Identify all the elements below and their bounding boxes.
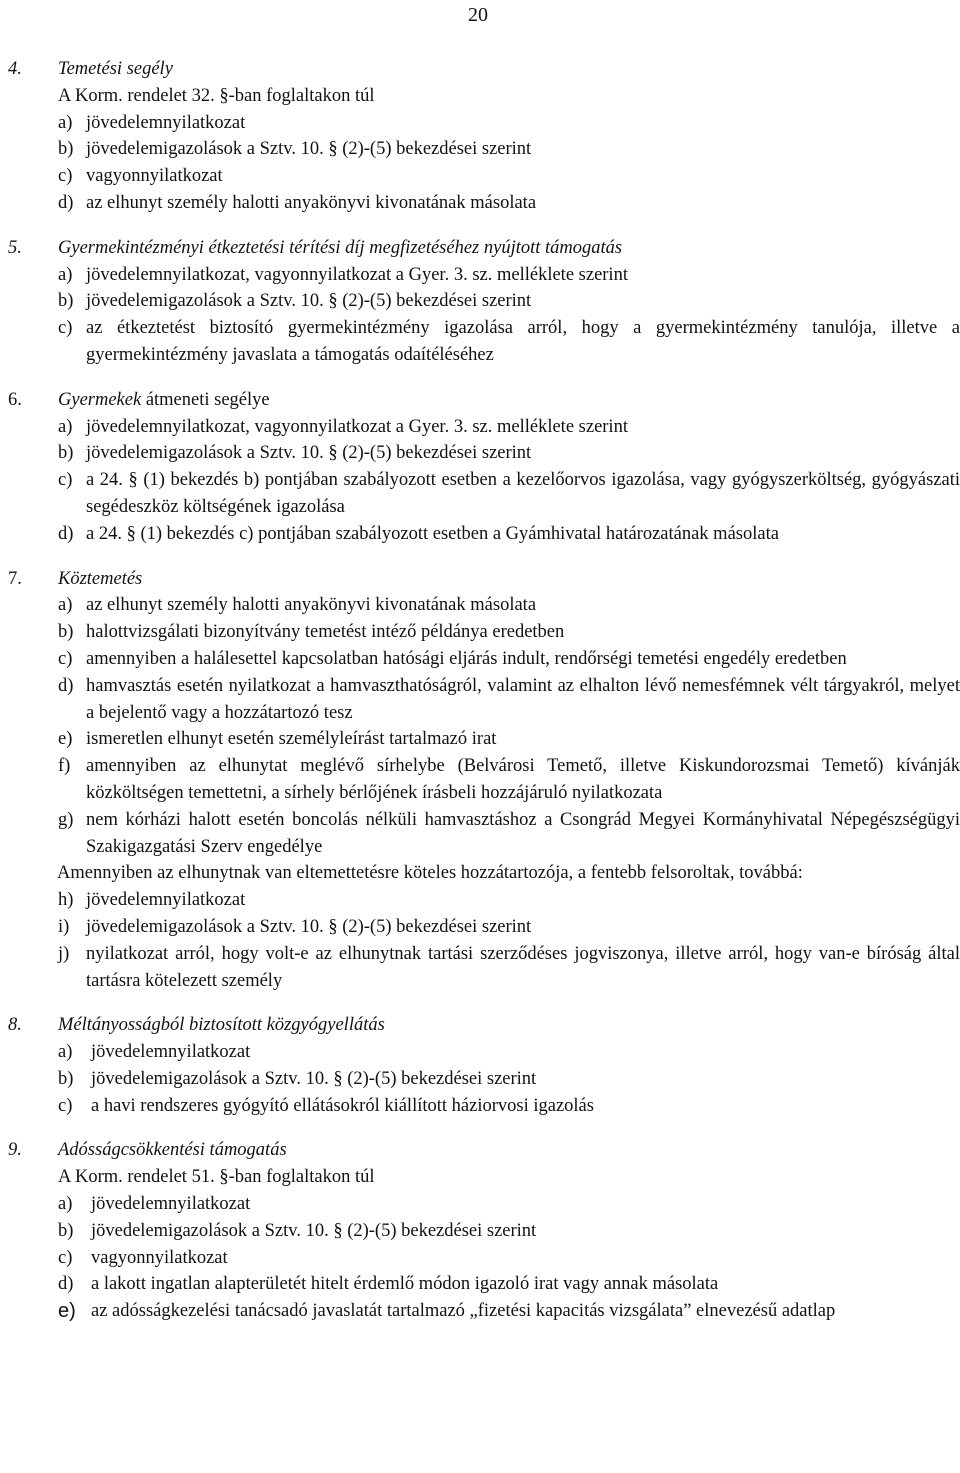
list-item	[0, 110, 960, 137]
section-title-rest: átmeneti segélye	[141, 389, 270, 410]
list-item	[0, 1298, 960, 1325]
item-text: hamvasztás esetén nyilatkozat a hamvaszthatóságról, valamint az elhalton lévő nemesfémnek vélt tárgyakról, melyet a bejelentő vagy a hozzátartozó tesz	[86, 675, 960, 723]
item-text: ismeretlen elhunyt esetén személyleírást tartalmazó irat	[86, 729, 497, 750]
item-label: c)	[58, 470, 73, 491]
item-text: nem kórházi halott esetén boncolás nélküli hamvasztáshoz a Csongrád Megyei Kormányhivatal Népegészségügyi Szakigazgatási Szerv engedélye	[86, 809, 960, 857]
list-item	[0, 1066, 960, 1093]
section-heading	[0, 235, 960, 262]
item-text: jövedelemnyilatkozat	[91, 1194, 251, 1215]
item-text: jövedelemigazolások a Sztv. 10. § (2)-(5) bekezdései szerint	[86, 139, 532, 160]
list-item	[0, 1245, 960, 1272]
list-item	[0, 753, 960, 807]
section-heading	[0, 56, 960, 83]
item-text: jövedelemnyilatkozat, vagyonnyilatkozat a Gyer. 3. sz. melléklete szerint	[86, 416, 628, 437]
list-item	[0, 136, 960, 163]
list-item	[0, 619, 960, 646]
list-item	[0, 1039, 960, 1066]
item-text: amennyiben az elhunytat meglévő sírhelybe (Belvárosi Temető, illetve Kiskundorozsmai Temető) kívánják közköltségen temettetni, a sírhely bérlőjének írásbeli hozzájáruló nyilatkozata	[86, 756, 960, 803]
list-item	[0, 262, 960, 289]
list-item	[0, 521, 960, 548]
item-label: h)	[58, 890, 74, 911]
list-item	[0, 673, 960, 727]
item-text: a lakott ingatlan alapterületét hitelt érdemlő módon igazoló irat vagy annak másolata	[91, 1274, 719, 1295]
item-label: c)	[58, 166, 73, 187]
item-text: az étkeztetést biztosító gyermekintézmény igazolása arról, hogy a gyermekintézmény tanulója, illetve a gyermekintézmény javaslata a támogatás odaítéléséhez	[86, 318, 960, 365]
item-label: g)	[58, 809, 74, 830]
section-number: 7.	[8, 568, 22, 589]
item-label: c)	[58, 318, 73, 339]
section-heading	[0, 1012, 960, 1039]
list-item	[0, 1093, 960, 1120]
list-item	[0, 440, 960, 467]
list-item	[0, 592, 960, 619]
item-label: b)	[58, 1220, 74, 1241]
list-item	[0, 414, 960, 441]
item-label: e)	[58, 729, 73, 750]
item-text: jövedelemigazolások a Sztv. 10. § (2)-(5) bekezdései szerint	[91, 1220, 537, 1241]
section-8	[0, 1012, 960, 1119]
item-text: a havi rendszeres gyógyító ellátásokról kiállított háziorvosi igazolás	[91, 1095, 594, 1116]
section-number: 8.	[8, 1015, 22, 1036]
item-label: f)	[58, 756, 71, 777]
section-heading	[0, 566, 960, 593]
item-text: jövedelemigazolások a Sztv. 10. § (2)-(5) bekezdései szerint	[86, 916, 532, 937]
item-label: b)	[58, 139, 74, 160]
item-text: jövedelemigazolások a Sztv. 10. § (2)-(5) bekezdései szerint	[86, 291, 532, 312]
section-note: Amennyiben az elhunytnak van eltemettetésre köteles hozzátartozója, a fentebb felsoroltak, továbbá:	[57, 863, 803, 884]
list-item	[0, 807, 960, 861]
item-text: jövedelemnyilatkozat, vagyonnyilatkozat a Gyer. 3. sz. melléklete szerint	[86, 264, 628, 285]
item-text: amennyiben a halálesettel kapcsolatban hatósági eljárás indult, rendőrségi temetési engedély eredetben	[86, 648, 847, 669]
section-4	[0, 56, 960, 217]
section-6	[0, 387, 960, 548]
item-label: d)	[58, 1274, 74, 1295]
item-label: b)	[58, 291, 74, 312]
section-intro: A Korm. rendelet 32. §-ban foglaltakon túl	[58, 85, 375, 106]
item-label: b)	[58, 1068, 74, 1089]
item-text: a 24. § (1) bekezdés c) pontjában szabályozott esetben a Gyámhivatal határozatának másolata	[86, 523, 779, 544]
item-text: az adósságkezelési tanácsadó javaslatát tartalmazó „fizetési kapacitás vizsgálata” elnevezésű adatlap	[91, 1301, 836, 1322]
item-label: b)	[58, 622, 74, 643]
section-title: Temetési segély	[58, 59, 173, 79]
item-label: d)	[58, 192, 74, 213]
item-text: jövedelemnyilatkozat	[86, 890, 246, 911]
item-text: jövedelemigazolások a Sztv. 10. § (2)-(5) bekezdései szerint	[91, 1068, 537, 1089]
section-9	[0, 1137, 960, 1325]
item-label: a)	[58, 112, 73, 133]
section-intro: A Korm. rendelet 51. §-ban foglaltakon túl	[58, 1167, 375, 1188]
section-title: Adósságcsökkentési támogatás	[58, 1140, 287, 1161]
list-item	[0, 1271, 960, 1298]
section-number: 4.	[8, 59, 22, 79]
document-body	[0, 56, 960, 1325]
item-label: i)	[58, 916, 70, 937]
section-heading	[0, 1137, 960, 1164]
list-item	[0, 467, 960, 521]
list-item	[0, 941, 960, 995]
item-text: jövedelemigazolások a Sztv. 10. § (2)-(5) bekezdései szerint	[86, 443, 532, 464]
item-label: e)	[58, 1300, 76, 1323]
list-item	[0, 887, 960, 914]
item-text: vagyonnyilatkozat	[91, 1247, 228, 1268]
list-item	[0, 163, 960, 190]
section-title: Köztemetés	[58, 568, 143, 589]
section-number: 6.	[8, 389, 22, 410]
item-label: c)	[58, 1247, 73, 1268]
list-item	[0, 726, 960, 753]
item-label: a)	[58, 595, 73, 616]
page-number: 20	[468, 4, 488, 26]
section-7	[0, 566, 960, 995]
section-number: 9.	[8, 1140, 22, 1161]
item-text: az elhunyt személy halotti anyakönyvi kivonatának másolata	[86, 595, 537, 616]
item-label: c)	[58, 648, 73, 669]
section-5	[0, 235, 960, 369]
section-title: Gyermekintézményi étkeztetési térítési díj megfizetéséhez nyújtott támogatás	[58, 237, 623, 258]
list-item	[0, 1218, 960, 1245]
item-text: nyilatkozat arról, hogy volt-e az elhunytnak tartási szerződéses jogviszonya, illetve arról, hogy van-e bíróság által tartásra kötelezett személy	[86, 943, 960, 991]
item-label: d)	[58, 523, 74, 544]
item-label: d)	[58, 675, 74, 696]
item-label: c)	[58, 1095, 73, 1116]
list-item	[0, 315, 960, 369]
list-item	[0, 914, 960, 941]
section-heading	[0, 387, 960, 414]
item-label: a)	[58, 1194, 73, 1215]
item-label: a)	[58, 416, 73, 437]
list-item	[0, 190, 960, 217]
item-label: b)	[58, 443, 74, 464]
list-item	[0, 646, 960, 673]
list-item	[0, 288, 960, 315]
item-label: j)	[58, 943, 70, 964]
item-label: a)	[58, 264, 73, 285]
section-title: Gyermekek	[58, 389, 142, 410]
item-text: vagyonnyilatkozat	[86, 166, 223, 187]
item-text: halottvizsgálati bizonyítvány temetést intéző példánya eredetben	[86, 622, 565, 643]
section-number: 5.	[8, 237, 22, 258]
item-text: az elhunyt személy halotti anyakönyvi kivonatának másolata	[86, 192, 537, 213]
item-text: jövedelemnyilatkozat	[86, 112, 246, 133]
section-title: Méltányosságból biztosított közgyógyellátás	[58, 1015, 385, 1036]
item-label: a)	[58, 1042, 73, 1063]
item-text: jövedelemnyilatkozat	[91, 1042, 251, 1063]
list-item	[0, 1191, 960, 1218]
item-text: a 24. § (1) bekezdés b) pontjában szabályozott esetben a kezelőorvos igazolása, vagy gyógyszerköltség, gyógyászati segédeszköz költségének igazolása	[86, 470, 960, 517]
